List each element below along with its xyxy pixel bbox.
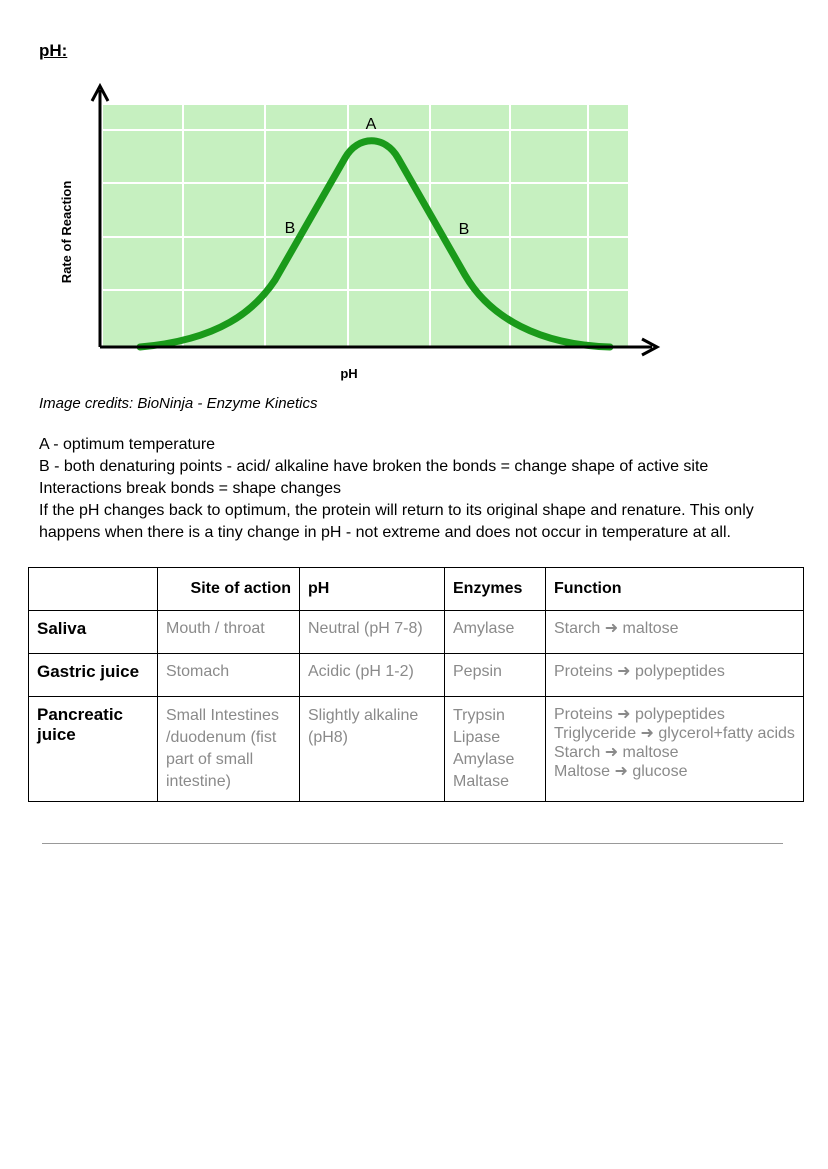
image-credit: Image credits: BioNinja - Enzyme Kinetics: [39, 395, 318, 412]
header-cell: [29, 568, 158, 611]
note-line: A - optimum temperature: [39, 436, 216, 453]
row-name: Gastric juice: [29, 654, 158, 697]
function-cell: [546, 697, 804, 802]
site-cell: Mouth / throat: [158, 611, 300, 654]
enzyme: Maltase: [453, 773, 510, 790]
function: Starch ➜ maltose: [554, 744, 679, 761]
y-axis-label: Rate of Reaction: [59, 180, 74, 284]
ph-cell: Neutral (pH 7-8): [300, 611, 445, 654]
label-b-right: B: [458, 221, 470, 238]
enzymes-cell: [445, 697, 546, 802]
site-cell: Small Intestines /duodenum (fist part of small intestine): [158, 697, 300, 802]
header-cell: Function: [546, 568, 804, 611]
ph-cell: Slightly alkaline (pH8): [300, 697, 445, 802]
enzyme: Amylase: [453, 751, 515, 768]
note-line: If the pH changes back to optimum, the protein will return to its original shape and renature. This only happens when there is a tiny change in pH - not extreme and does not occur in temperature at all.: [39, 502, 754, 541]
horizontal-rule: [42, 843, 783, 844]
enzyme: Trypsin: [453, 707, 505, 724]
function: Maltose ➜ glucose: [554, 763, 688, 780]
label-a: A: [365, 116, 377, 133]
function: Triglyceride ➜ glycerol+fatty acids: [554, 725, 795, 742]
notes: [39, 434, 799, 544]
table-row: [29, 697, 804, 802]
function: Proteins ➜ polypeptides: [554, 706, 725, 723]
enzyme: Lipase: [453, 729, 501, 746]
table-row: [29, 611, 804, 654]
function-cell: Starch ➜ maltose: [546, 611, 804, 654]
table-row: [29, 654, 804, 697]
header-cell: Enzymes: [445, 568, 546, 611]
x-axis-label: pH: [340, 366, 358, 381]
enzymes-cell: Amylase: [445, 611, 546, 654]
digestive-juices-table: [28, 567, 804, 802]
section-heading: pH:: [39, 41, 68, 60]
header-cell: Site of action: [158, 568, 300, 611]
label-b-left: B: [284, 220, 296, 237]
row-name: Pancreatic juice: [29, 697, 158, 802]
site-cell: Stomach: [158, 654, 300, 697]
table-header-row: [29, 568, 804, 611]
header-cell: pH: [300, 568, 445, 611]
ph-cell: Acidic (pH 1-2): [300, 654, 445, 697]
function-cell: Proteins ➜ polypeptides: [546, 654, 804, 697]
note-line: Interactions break bonds = shape changes: [39, 480, 341, 497]
ph-rate-diagram: [0, 0, 828, 390]
row-name: Saliva: [29, 611, 158, 654]
enzymes-cell: Pepsin: [445, 654, 546, 697]
note-line: B - both denaturing points - acid/ alkaline have broken the bonds = change shape of active site: [39, 458, 709, 475]
